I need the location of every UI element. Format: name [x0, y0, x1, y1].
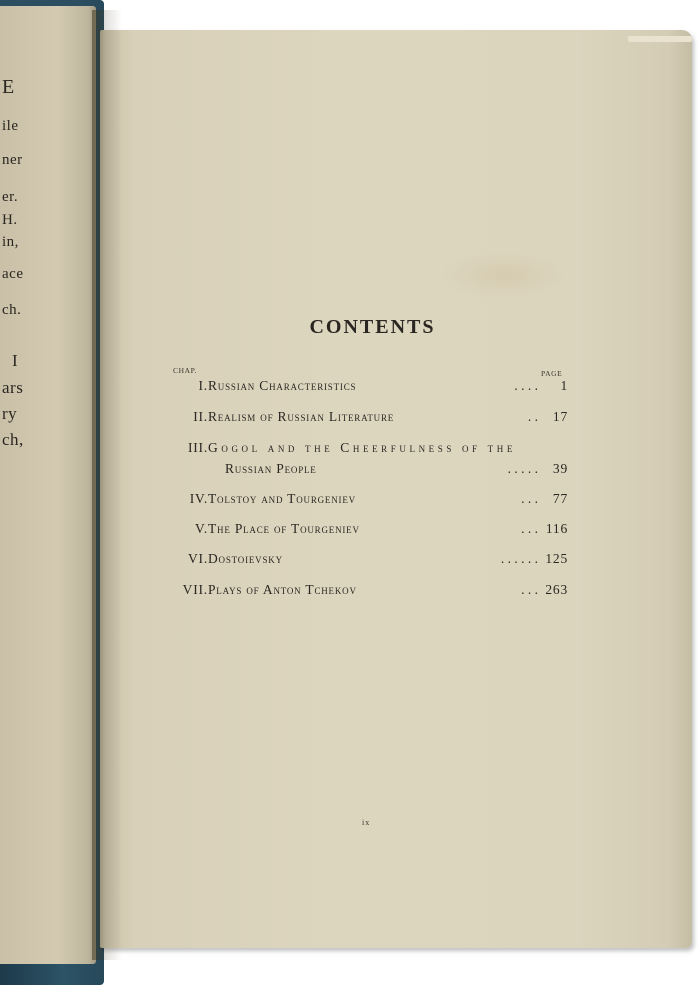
toc-chapter-number: I.	[198, 378, 208, 393]
toc-leader-dots: . . . . . .	[500, 551, 538, 566]
toc-entry	[170, 521, 568, 541]
toc-page-number: 125	[545, 551, 568, 566]
toc-entry	[170, 378, 568, 398]
left-page-fragment: H.	[2, 212, 18, 228]
toc-entry	[170, 582, 568, 602]
toc-entry	[170, 409, 568, 429]
toc-chapter-number: III.	[187, 440, 208, 455]
toc-entry	[170, 551, 568, 571]
toc-entry	[170, 491, 568, 511]
toc-chapter-title: Russian People	[225, 461, 317, 476]
toc-entry	[170, 440, 568, 460]
toc-chapter-title: Plays of Anton Tchekov	[208, 582, 357, 597]
left-page-fragment: ile	[2, 118, 19, 134]
toc-page-number: 77	[552, 491, 568, 506]
left-page-fragment: in,	[2, 234, 19, 250]
chap-column-header: CHAP.	[173, 366, 198, 375]
toc-chapter-number: V.	[195, 521, 208, 536]
toc-page-number: 1	[560, 378, 568, 393]
left-page-fragment: ars	[2, 378, 24, 397]
toc-chapter-title: Tolstoy and Tourgeniev	[208, 491, 356, 506]
toc-leader-dots: . . .	[521, 521, 538, 536]
toc-leader-dots: . . . .	[514, 378, 538, 393]
left-page-fragment: ch,	[2, 430, 24, 449]
left-page-fragment: ace	[2, 266, 24, 282]
toc-chapter-title: Dostoievsky	[208, 551, 283, 566]
toc-chapter-number: IV.	[189, 491, 208, 506]
toc-leader-dots: . . . . .	[507, 461, 538, 476]
toc-page-number: 39	[552, 461, 568, 476]
left-page-fragment: er.	[2, 189, 19, 205]
toc-entry	[170, 461, 568, 481]
toc-page-number: 116	[545, 521, 568, 536]
toc-leader-dots: . . .	[521, 582, 538, 597]
toc-leader-dots: . . .	[521, 491, 538, 506]
toc-chapter-number: VI.	[187, 551, 208, 566]
left-page-fragment: I	[12, 351, 19, 370]
toc-chapter-title: Russian Characteristics	[208, 378, 357, 393]
toc-chapter-title: Realism of Russian Literature	[208, 409, 395, 424]
toc-page-number: 17	[552, 409, 568, 424]
toc-chapter-title: The Place of Tourgeniev	[208, 521, 360, 536]
page-title: CONTENTS	[309, 316, 436, 338]
page-column-header: PAGE	[541, 369, 563, 378]
toc-chapter-title: Gogol and the Cheerfulness of the	[208, 440, 516, 455]
toc-page-number: 263	[545, 582, 568, 597]
left-page-fragment: E	[2, 76, 15, 98]
left-page-fragment: ch.	[2, 302, 22, 318]
toc-leader-dots: . .	[527, 409, 538, 424]
folio-page-number: ix	[362, 818, 371, 827]
left-page-fragment: ry	[2, 404, 18, 423]
left-page-fragment: ner	[2, 152, 23, 168]
toc-chapter-number: VII.	[182, 582, 208, 597]
toc-chapter-number: II.	[193, 409, 208, 424]
